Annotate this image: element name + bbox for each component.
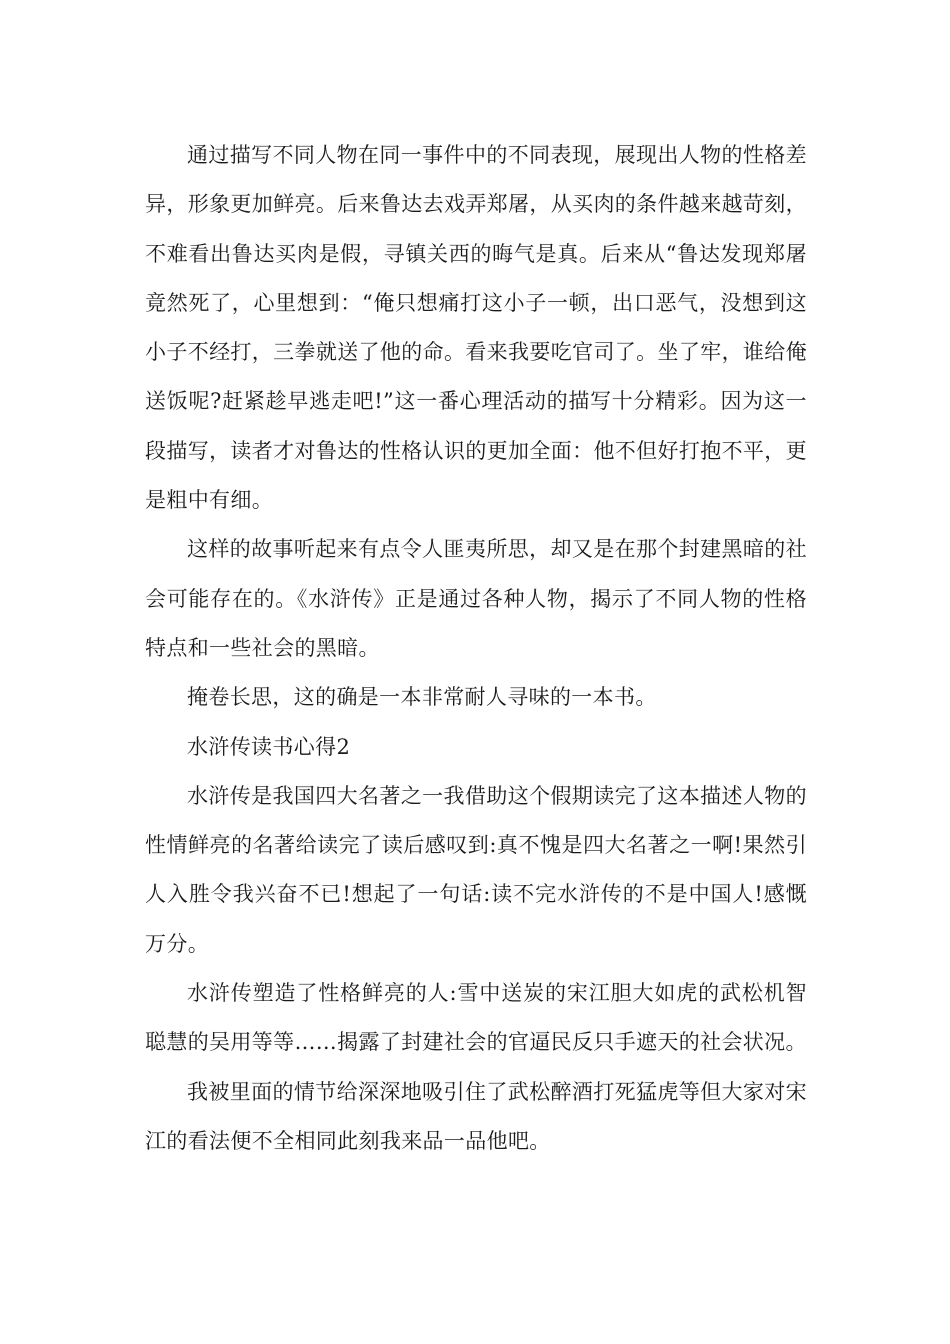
section-heading-reading-notes-2: 水浒传读书心得2 bbox=[187, 734, 351, 759]
paragraph-characters: 水浒传塑造了性格鲜亮的人:雪中送炭的宋江胆大如虎的武松机智聪慧的吴用等等……揭露了封建社会的官逼民反只手遮天的社会状况。 bbox=[145, 981, 807, 1055]
paragraph-introduction: 水浒传是我国四大名著之一我借助这个假期读完了这本描述人物的性情鲜亮的名著给读完了读后感叹到:真不愧是四大名著之一啊!果然引人入胜令我兴奋不已!想起了一句话:读不完水浒传的不是中国人!感慨万分。 bbox=[145, 783, 807, 956]
paragraph-luda-analysis: 通过描写不同人物在同一事件中的不同表现，展现出人物的性格差异，形象更加鲜亮。后来鲁达去戏弄郑屠，从买肉的条件越来越苛刻，不难看出鲁达买肉是假，寻镇关西的晦气是真。后来从“鲁达发现郑屠竟然死了，心里想到：“俺只想痛打这小子一顿，出口恶气，没想到这小子不经打，三拳就送了他的命。看来我要吃官司了。坐了牢，谁给俺送饭呢?赶紧趁早逃走吧!”这一番心理活动的描写十分精彩。因为这一段描写，读者才对鲁达的性格认识的更加全面：他不但好打抱不平，更是粗中有细。 bbox=[145, 143, 807, 513]
paragraph-plot: 我被里面的情节给深深地吸引住了武松醉酒打死猛虎等但大家对宋江的看法便不全相同此刻我来品一品他吧。 bbox=[145, 1079, 807, 1153]
paragraph-reflection: 掩卷长思，这的确是一本非常耐人寻味的一本书。 bbox=[187, 685, 657, 710]
document-body bbox=[145, 131, 807, 1166]
paragraph-society-darkness: 这样的故事听起来有点令人匪夷所思，却又是在那个封建黑暗的社会可能存在的。《水浒传》正是通过各种人物，揭示了不同人物的性格特点和一些社会的黑暗。 bbox=[145, 537, 807, 660]
